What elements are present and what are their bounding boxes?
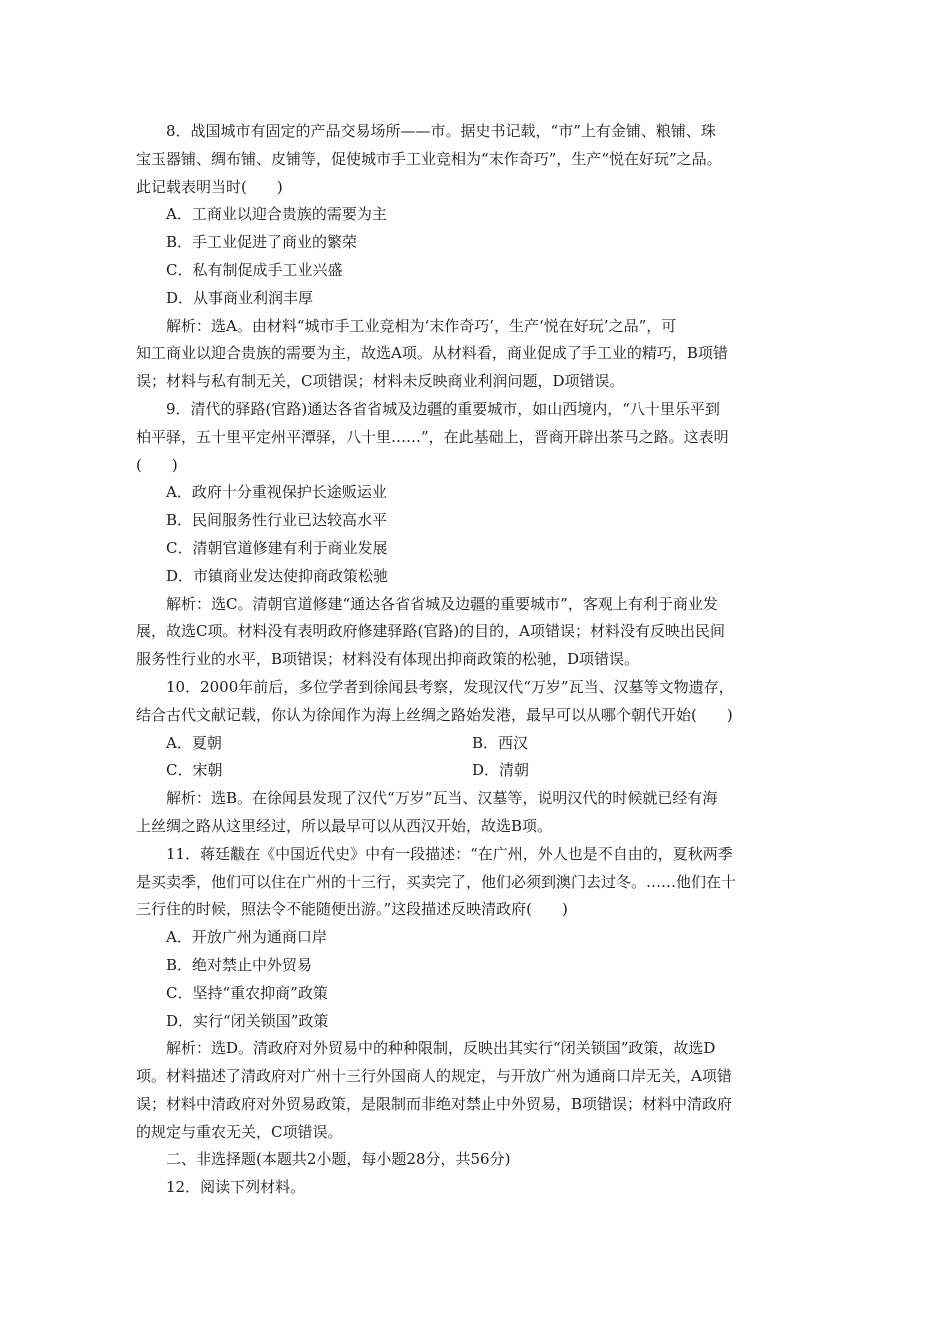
- analysis-line: 解析：选D。清政府对外贸易中的种种限制，反映出其实行“闭关锁国”政策，故选D: [166, 1039, 716, 1058]
- analysis-line: 上丝绸之路从这里经过，所以最早可以从西汉开始，故选B项。: [136, 816, 553, 835]
- analysis-line: 服务性行业的水平，B项错误；材料没有体现出抑商政策的松驰，D项错误。: [136, 650, 640, 669]
- option-a: A．工商业以迎合贵族的需要为主: [166, 205, 387, 224]
- analysis-line: 解析：选A。由材料“城市手工业竞相为‘末作奇巧’，生产‘悦在好玩’之品”，可: [166, 316, 677, 335]
- option-row: [136, 757, 826, 785]
- question-stem-line: 8．战国城市有固定的产品交易场所——市。据史书记载，“市”上有金铺、粮铺、珠: [166, 122, 716, 140]
- question-stem-line: 结合古代文献记载，你认为徐闻作为海上丝绸之路始发港，最早可以从哪个朝代开始( ): [136, 705, 733, 724]
- question-stem-line: 此记载表明当时( ): [136, 177, 283, 196]
- question-stem-line: 三行住的时候，照法令不能随便出游。”这段描述反映清政府( ): [136, 900, 568, 919]
- analysis-line: 的规定与重农无关，C项错误。: [136, 1122, 343, 1141]
- question-12-stem: 12．阅读下列材料。: [166, 1178, 306, 1197]
- option-d: D．从事商业利润丰厚: [166, 288, 314, 307]
- option-d: D．清朝: [472, 761, 530, 780]
- option-a: A．政府十分重视保护长途贩运业: [166, 483, 387, 502]
- analysis-line: 项。材料描述了清政府对广州十三行外国商人的规定，与开放广州为通商口岸无关，A项错: [136, 1067, 732, 1086]
- question-stem-line: 9．清代的驿路(官路)通达各省省城及边疆的重要城市，如山西境内，“八十里乐平到: [166, 399, 720, 418]
- option-a: A．开放广州为通商口岸: [166, 928, 327, 947]
- analysis-line: 误；材料与私有制无关，C项错误；材料未反映商业利润问题，D项错误。: [136, 372, 625, 391]
- analysis-line: 误；材料中清政府对外贸易政策，是限制而非绝对禁止中外贸易，B项错误；材料中清政府: [136, 1094, 733, 1113]
- question-8: [136, 118, 826, 396]
- analysis-line: 解析：选C。清朝官道修建“通达各省省城及边疆的重要城市”，客观上有利于商业发: [166, 594, 718, 613]
- question-stem-line: 柏平驿，五十里平定州平潭驿，八十里……”，在此基础上，晋商开辟出茶马之路。这表明: [136, 427, 729, 446]
- question-stem-line: 宝玉器铺、绸布铺、皮铺等，促使城市手工业竞相为“末作奇巧”，生产“悦在好玩”之品。: [136, 149, 722, 168]
- option-c: C．清朝官道修建有利于商业发展: [166, 538, 388, 557]
- question-9: [136, 396, 826, 674]
- option-b: B．西汉: [472, 733, 529, 752]
- option-d: D．实行“闭关锁国”政策: [166, 1011, 329, 1030]
- question-stem-line: 10．2000年前后，多位学者到徐闻县考察，发现汉代“万岁”瓦当、汉墓等文物遗存，: [166, 677, 734, 696]
- question-stem-line: 11．蒋廷黻在《中国近代史》中有一段描述：“在广州，外人也是不自由的，夏秋两季: [166, 844, 733, 863]
- analysis-line: 知工商业以迎合贵族的需要为主，故选A项。从材料看，商业促成了手工业的精巧，B项错: [136, 344, 728, 363]
- option-row: [136, 730, 826, 758]
- option-c: C．宋朝: [166, 761, 223, 780]
- option-b: B．绝对禁止中外贸易: [166, 955, 313, 974]
- option-b: B．民间服务性行业已达较高水平: [166, 511, 388, 530]
- option-c: C．私有制促成手工业兴盛: [166, 260, 343, 279]
- question-10: [136, 674, 826, 841]
- section-heading: 二、非选择题(本题共2小题，每小题28分，共56分): [166, 1150, 511, 1169]
- option-d: D．市镇商业发达使抑商政策松驰: [166, 566, 389, 585]
- document-body: [136, 118, 826, 1202]
- analysis-line: 展，故选C项。材料没有表明政府修建驿路(官路)的目的，A项错误；材料没有反映出民间: [136, 622, 726, 641]
- option-b: B．手工业促进了商业的繁荣: [166, 233, 358, 252]
- analysis-line: 解析：选B。在徐闻县发现了汉代“万岁”瓦当、汉墓等，说明汉代的时候就已经有海: [166, 789, 718, 808]
- question-stem-line: 是买卖季，他们可以住在广州的十三行，买卖完了，他们必须到澳门去过冬。……他们在十: [136, 872, 737, 891]
- option-c: C．坚持“重农抑商”政策: [166, 983, 328, 1002]
- option-a: A．夏朝: [166, 733, 222, 752]
- question-11: [136, 841, 826, 1147]
- question-stem-line: ( ): [136, 455, 178, 474]
